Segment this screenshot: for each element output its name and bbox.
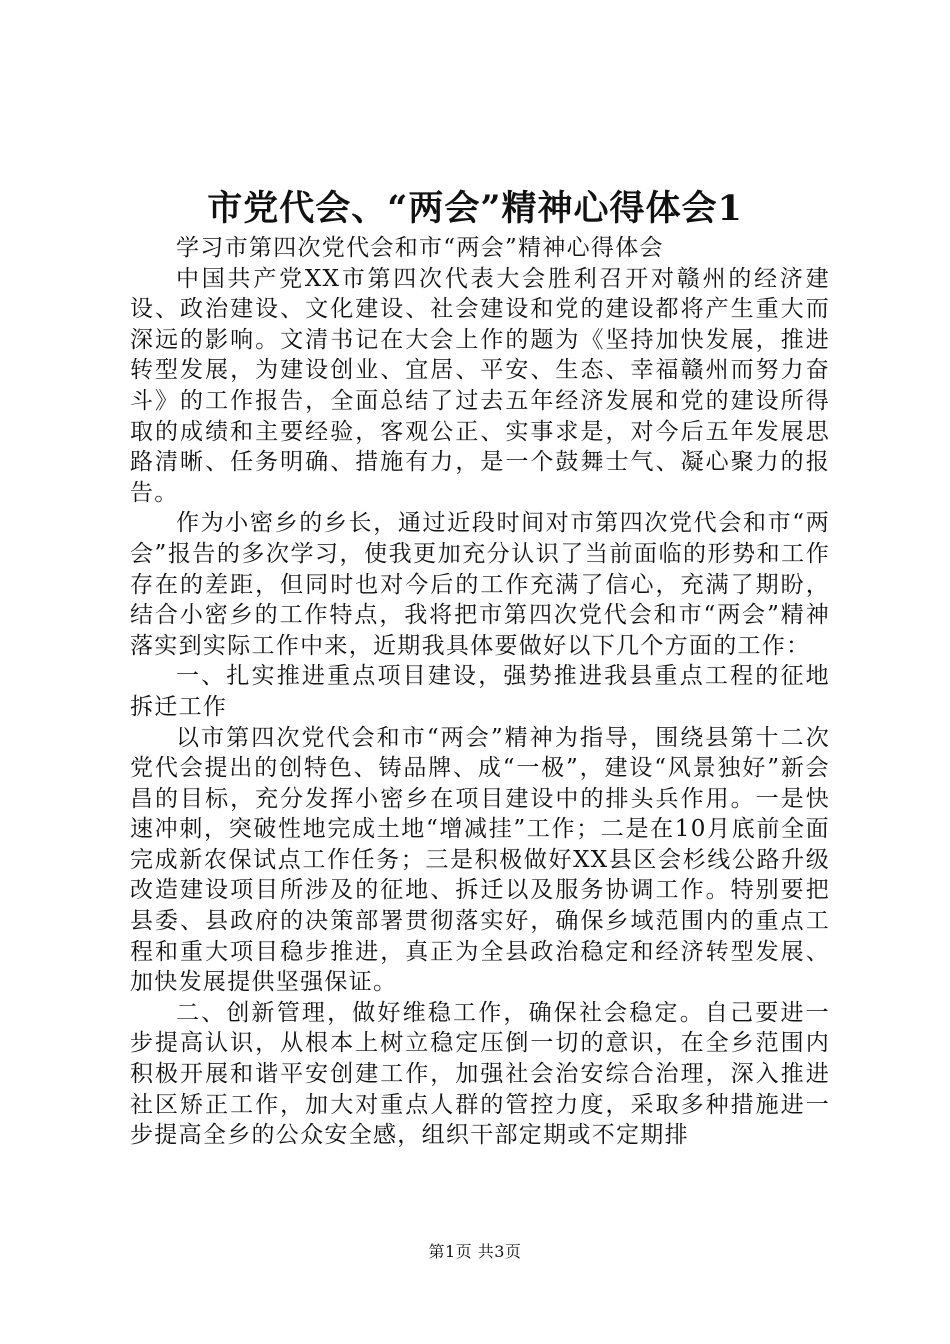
paragraph: 作为小密乡的乡长，通过近段时间对市第四次党代会和市“两会”报告的多次学习，使我更加充分认识了当前面临的形势和工作存在的差距，但同时也对今后的工作充满了信心，充满了期盼，结合小密乡的工作特点，我将把市第四次党代会和市“两会”精神落实到实际工作中来，近期我具体要做好以下几个方面的工作：: [130, 510, 830, 659]
paragraph-subtitle: 学习市第四次党代会和市“两会”精神心得体会: [176, 235, 664, 261]
paragraph: 中国共产党XX市第四次代表大会胜利召开对赣州的经济建设、政治建设、文化建设、社会建设和党的建设都将产生重大而深远的影响。文清书记在大会上作的题为《坚持加快发展，推进转型发展，为建设创业、宜居、平安、生态、幸福赣州而努力奋斗》的工作报告，全面总结了过去五年经济发展和党的建设所得取的成绩和主要经验，客观公正、实事求是，对今后五年发展思路清晰、任务明确、措施有力，是一个鼓舞士气、凝心聚力的报告。: [130, 265, 830, 506]
document-body: [130, 233, 830, 1151]
paragraph: 二、创新管理，做好维稳工作，确保社会稳定。自己要进一步提高认识，从根本上树立稳定压倒一切的意识，在全乡范围内积极开展和谐平安创建工作，加强社会治安综合治理，深入推进社区矫正工作，加大对重点人群的管控力度，采取多种措施进一步提高全乡的公众安全感，组织干部定期或不定期排: [130, 999, 830, 1149]
page-number-footer: 第1页 共3页: [428, 1242, 522, 1261]
document-title: 市党代会、“两会”精神心得体会1: [207, 188, 743, 229]
section-heading: 一、扎实推进重点项目建设，强势推进我县重点工程的征地拆迁工作: [130, 663, 830, 720]
paragraph: 以市第四次党代会和市“两会”精神为指导，围绕县第十二次党代会提出的创特色、铸品牌、成“一极”，建设“风景独好”新会昌的目标，充分发挥小密乡在项目建设中的排头兵作用。一是快速冲刺，突破性地完成土地“增减挂”工作；二是在10月底前全面完成新农保试点工作任务；三是积极做好XX县区会杉线公路升级改造建设项目所涉及的征地、拆迁以及服务协调工作。特别要把县委、县政府的决策部署贯彻落实好，确保乡域范围内的重点工程和重大项目稳步推进，真正为全县政治稳定和经济转型发展、加快发展提供坚强保证。: [130, 724, 830, 996]
